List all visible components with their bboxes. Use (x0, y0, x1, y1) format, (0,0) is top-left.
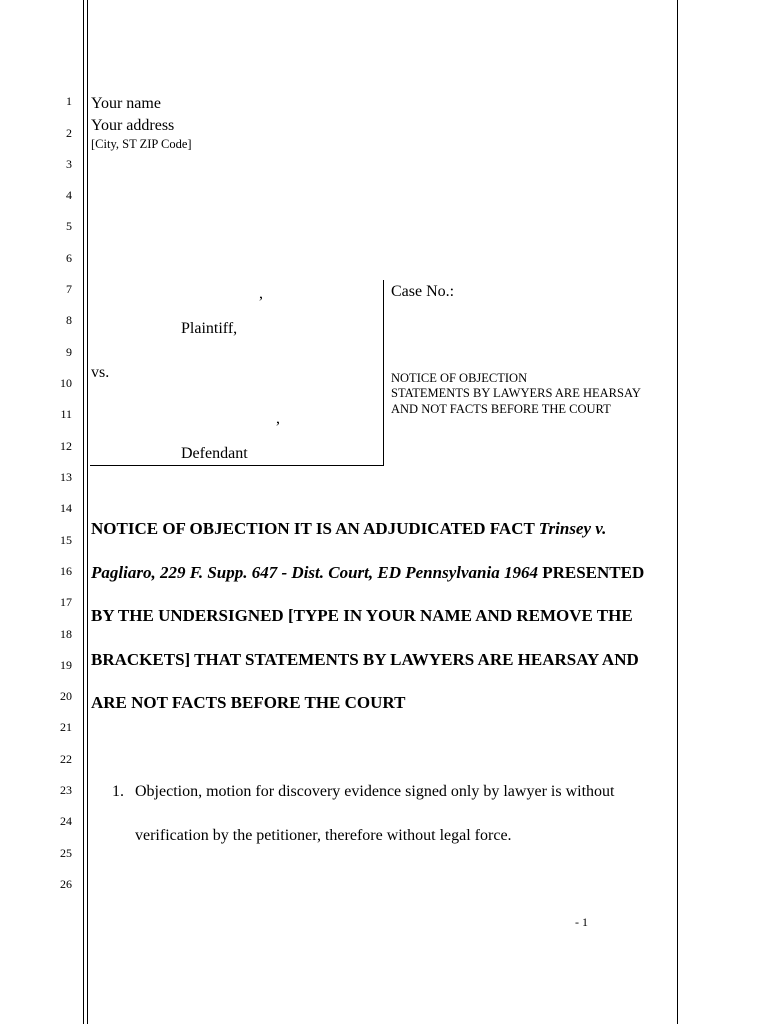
line-number: 18 (60, 627, 72, 641)
line-number: 20 (60, 689, 72, 703)
line-number: 22 (60, 752, 72, 766)
caption-doc-title-line-3: AND NOT FACTS BEFORE THE COURT (391, 402, 611, 416)
line-number: 1 (66, 94, 72, 108)
line-number: 10 (60, 376, 72, 390)
list-item-number: 1. (112, 783, 124, 800)
caption-vertical-rule (383, 280, 384, 466)
defendant-label: Defendant (181, 445, 248, 462)
list-item-line-2: verification by the petitioner, therefore without legal force. (135, 827, 512, 844)
line-number: 23 (60, 783, 72, 797)
line-number: 6 (66, 251, 72, 265)
line-number: 26 (60, 877, 72, 891)
title-line-4: BRACKETS] THAT STATEMENTS BY LAWYERS ARE HEARSAY AND (91, 650, 639, 669)
line-number: 14 (60, 501, 72, 515)
caption-bottom-rule (90, 465, 384, 466)
line-number: 13 (60, 470, 72, 484)
right-margin-rule (677, 0, 678, 1024)
plaintiff-label: Plaintiff, (181, 320, 238, 337)
line-number: 19 (60, 658, 72, 672)
line-number: 11 (60, 407, 72, 421)
defendant-comma: , (276, 410, 280, 427)
line-number: 5 (66, 219, 72, 233)
title-line-1 (91, 519, 606, 539)
party-name: Your name (91, 95, 161, 112)
page-number: - 1 (575, 915, 588, 929)
list-item-line-1: Objection, motion for discovery evidence signed only by lawyer is without (135, 783, 615, 800)
line-number: 24 (60, 814, 72, 828)
title-line-3: BY THE UNDERSIGNED [TYPE IN YOUR NAME AND REMOVE THE (91, 606, 633, 625)
party-address: Your address (91, 117, 175, 134)
plaintiff-comma: , (259, 285, 263, 302)
line-number: 25 (60, 846, 72, 860)
title-line-5: ARE NOT FACTS BEFORE THE COURT (91, 693, 406, 712)
line-number: 2 (66, 126, 72, 140)
line-number: 21 (60, 720, 72, 734)
left-margin-rule-outer (83, 0, 84, 1024)
line-number: 3 (66, 157, 72, 171)
line-number: 15 (60, 533, 72, 547)
party-city-line: [City, ST ZIP Code] (91, 137, 192, 151)
line-number: 7 (66, 282, 72, 296)
vs-label: vs. (91, 364, 110, 381)
title-line-2 (91, 563, 644, 583)
caption-doc-title-line-1: NOTICE OF OBJECTION (391, 371, 528, 385)
case-number-label: Case No.: (391, 283, 455, 300)
line-number: 8 (66, 313, 72, 327)
title-line-1-bold: NOTICE OF OBJECTION IT IS AN ADJUDICATED FACT (91, 519, 539, 538)
title-line-2-bold: PRESENTED (537, 563, 645, 582)
caption-doc-title-line-2: STATEMENTS BY LAWYERS ARE HEARSAY (391, 386, 641, 400)
line-number: 12 (60, 439, 72, 453)
title-line-2-italic: Pagliaro, 229 F. Supp. 647 - Dist. Court, ED Pennsylvania 1964 (91, 563, 538, 582)
title-line-1-italic: Trinsey v. (538, 519, 607, 538)
left-margin-rule-inner (87, 0, 88, 1024)
line-number: 9 (66, 345, 72, 359)
line-number: 16 (60, 564, 72, 578)
line-number: 4 (66, 188, 72, 202)
line-number: 17 (60, 595, 72, 609)
